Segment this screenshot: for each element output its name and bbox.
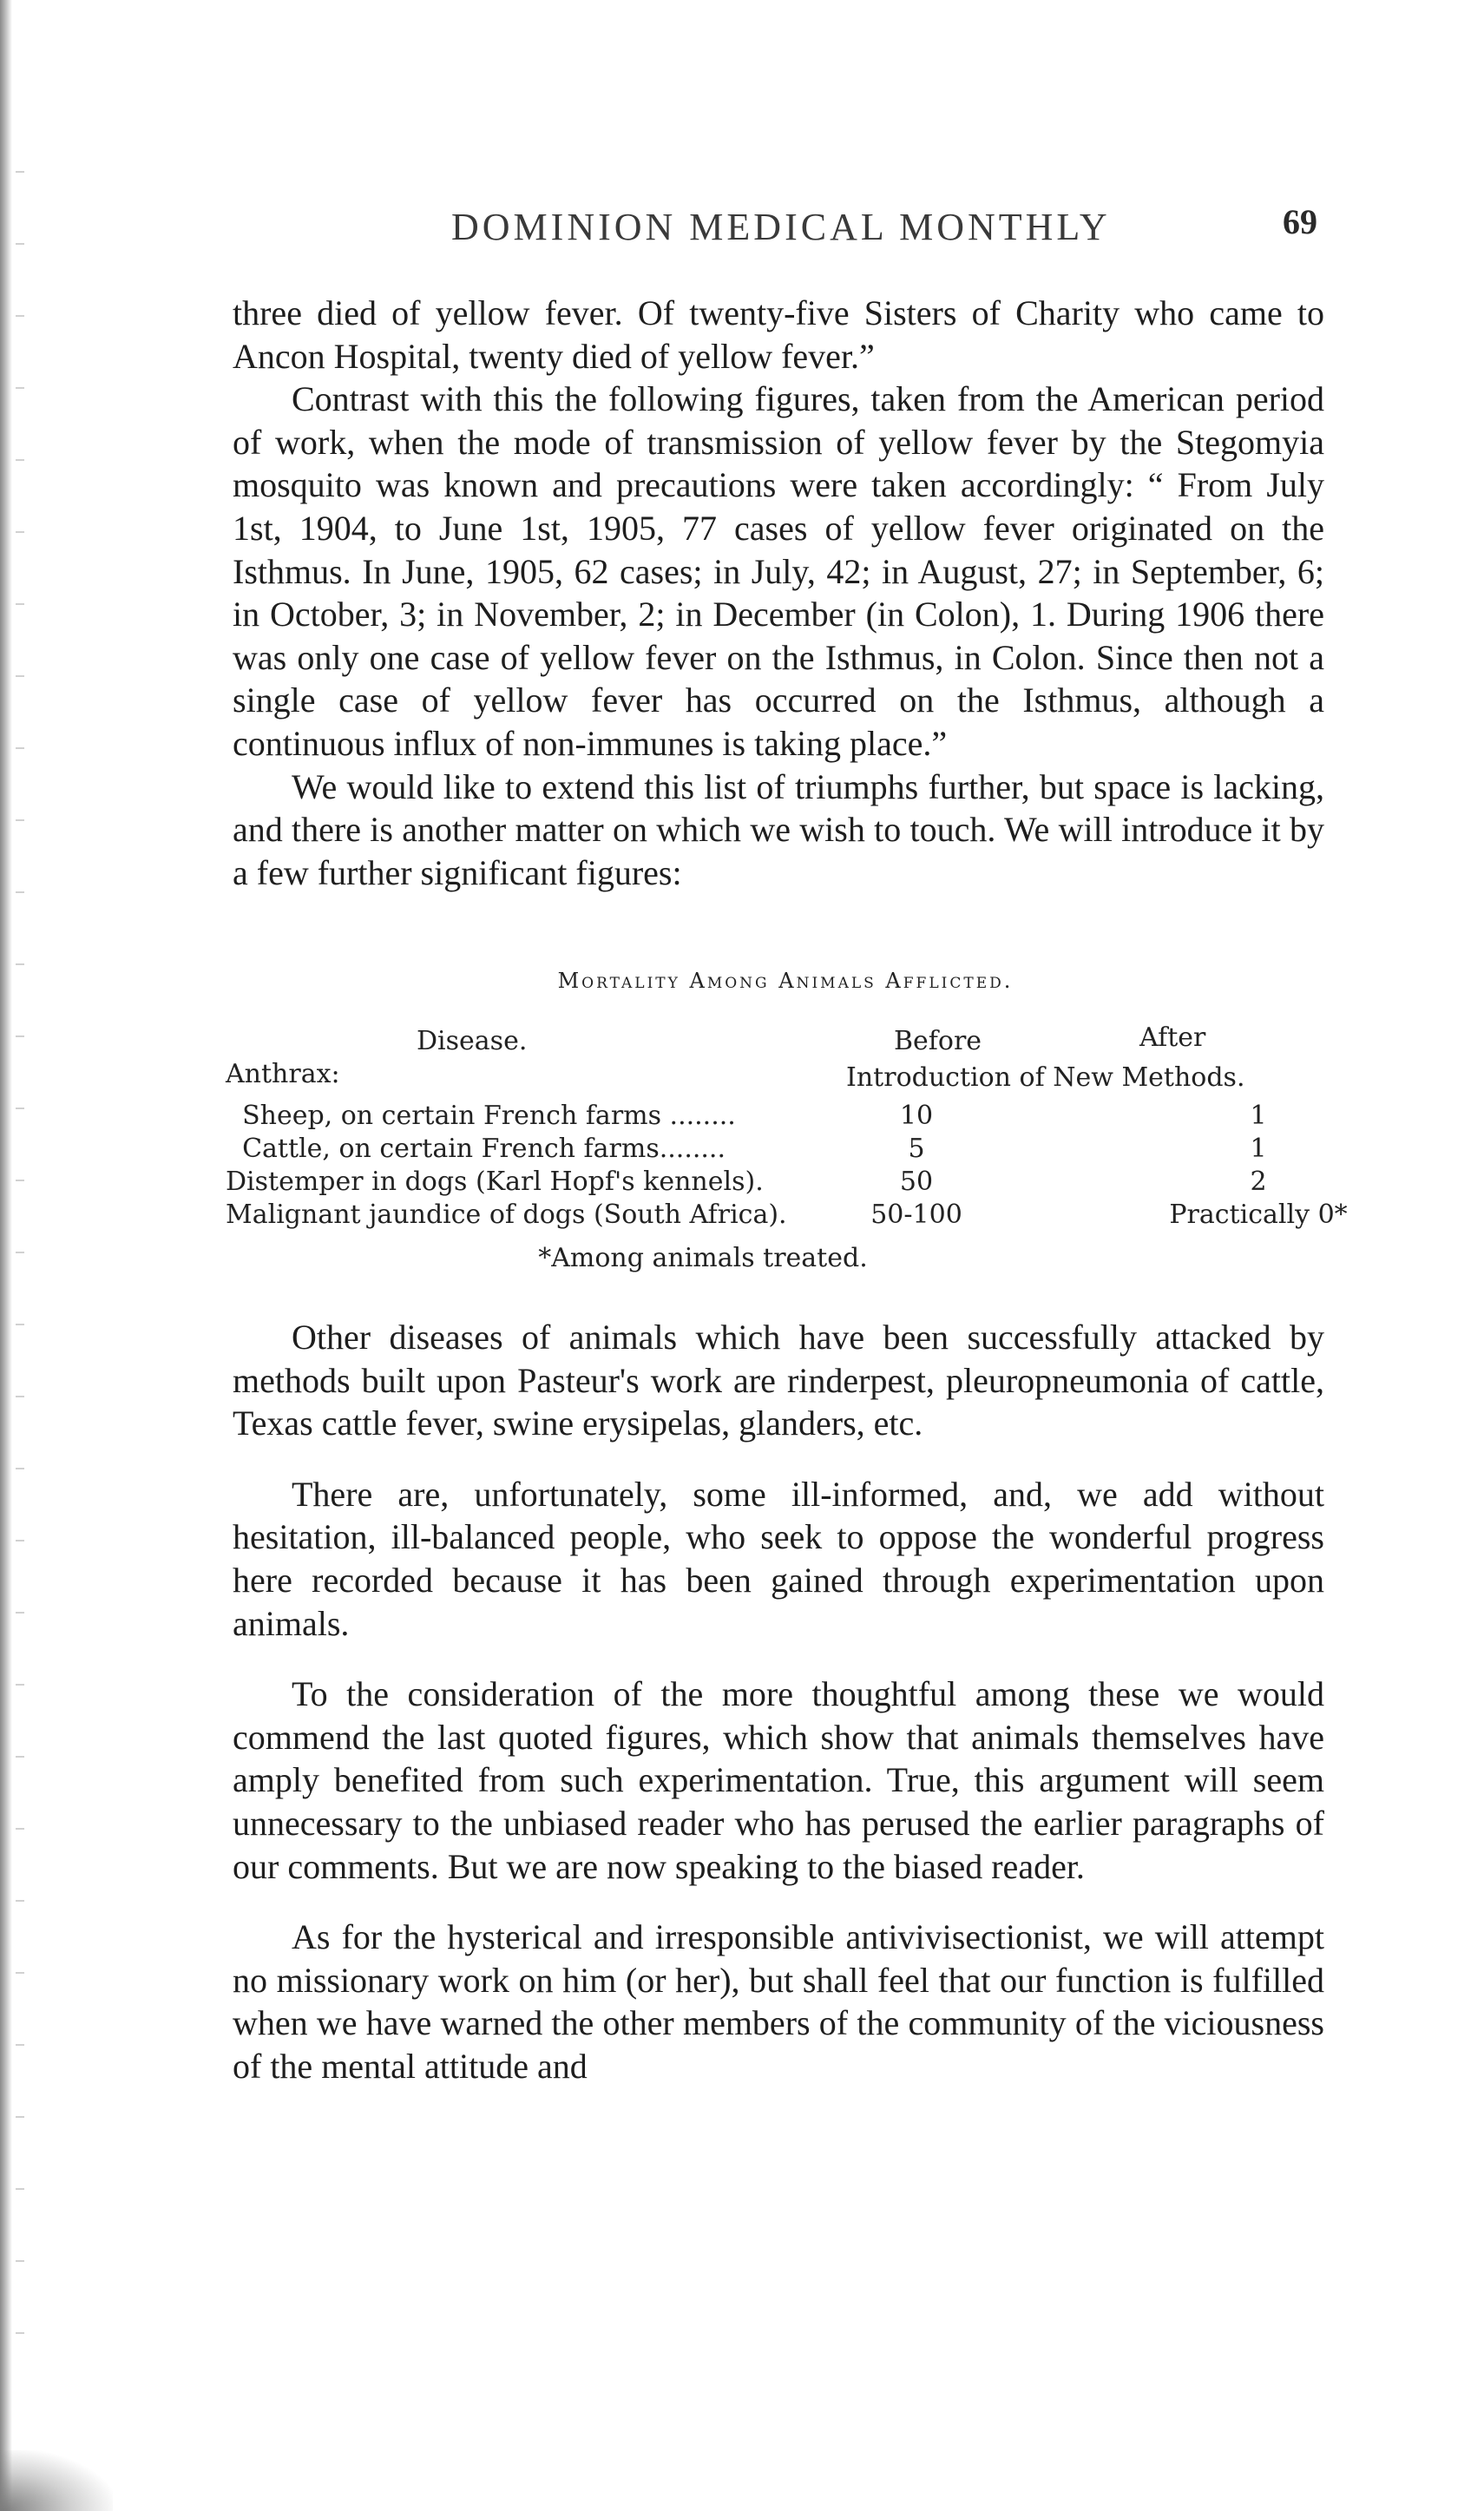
row-label: Malignant jaundice of dogs (South Africa).	[226, 1200, 787, 1230]
body-text-top	[233, 292, 1324, 894]
row-label: Sheep, on certain French farms ........	[226, 1101, 736, 1131]
paragraph: To the consideration of the more thoughtful among these we would commend the last quoted figures, which show that animals themselves have amply benefited from such experimentation. True, this argument will seem unnecessary to the unbiased reader who has perused the earlier paragraphs of our comments. But we are now speaking to the biased reader.	[233, 1674, 1324, 1886]
paragraph: As for the hysterical and irresponsible antivivisectionist, we will attempt no missionary work on him (or her), but shall feel that our function is fulfilled when we have warned the other members of the community of the viciousness of the mental attitude and	[233, 1917, 1324, 2086]
paragraph: We would like to extend this list of triumphs further, but space is lacking, and there is another matter on which we wish to touch. We will introduce it by a few further significant figures:	[233, 766, 1324, 892]
row-before-value: 5	[908, 1134, 925, 1164]
paragraph: Other diseases of animals which have been successfully attacked by methods built upon Pasteur's work are rinderpest, pleuropneumonia of cattle, Texas cattle fever, swine erysipelas, glanders, etc.	[233, 1318, 1324, 1443]
group-label-anthrax: Anthrax:	[226, 1059, 340, 1089]
table-title: Mortality Among Animals Afflicted.	[557, 969, 1014, 993]
row-before-value: 10	[899, 1101, 934, 1131]
column-header-before: Before	[894, 1026, 982, 1056]
binding-edge-marks	[16, 139, 24, 2396]
table-row	[226, 1134, 1354, 1167]
paragraph: There are, unfortunately, some ill-informed, and, we add without hesitation, ill-balanced people, who seek to oppose the wonderful progress here recorded because it has been gained through experimentation upon animals.	[233, 1474, 1324, 1643]
column-subheader: Introduction of New Methods.	[846, 1062, 1245, 1093]
table-row	[226, 1101, 1354, 1134]
binding-edge-shadow	[0, 0, 12, 2511]
row-label: Distemper in dogs (Karl Hopf's kennels).	[226, 1167, 764, 1197]
table-row	[226, 1200, 1354, 1232]
table-row	[226, 1167, 1354, 1200]
row-after-value: 2	[1250, 1167, 1267, 1197]
row-before-value: 50-100	[870, 1200, 962, 1230]
row-before-value: 50	[899, 1167, 934, 1197]
column-header-after: After	[1139, 1022, 1206, 1053]
row-after-value: 1	[1250, 1134, 1267, 1164]
row-label: Cattle, on certain French farms........	[226, 1134, 726, 1164]
paragraph: Contrast with this the following figures, taken from the American period of work, when the mode of transmission of yellow fever by the Stegomyia mosquito was known and precautions were taken accordingly: “ From July 1st, 1904, to June 1st, 1905, 77 cases of yellow fever originated on the Isthmus. In June, 1905, 62 cases; in July, 42; in August, 27; in September, 6; in October, 3; in November, 2; in December (in Colon), 1. During 1906 there was only one case of yellow fever on the Isthmus, in Colon. Since then not a single case of yellow fever has occurred on the Isthmus, although a continuous influx of non-immunes is taking place.”	[233, 379, 1324, 763]
running-title: DOMINION MEDICAL MONTHLY	[451, 206, 1111, 248]
running-head	[0, 202, 1484, 257]
body-text-bottom	[233, 1316, 1324, 2116]
page-number: 69	[1283, 202, 1317, 241]
row-after-value: Practically 0*	[1169, 1200, 1348, 1230]
page-corner-shadow	[0, 2450, 113, 2511]
row-after-value: 1	[1250, 1101, 1267, 1131]
table-footnote: *Among animals treated.	[538, 1243, 868, 1273]
paragraph: three died of yellow fever. Of twenty-five Sisters of Charity who came to Ancon Hospital, twenty died of yellow fever.”	[233, 293, 1324, 376]
column-header-disease: Disease.	[417, 1026, 528, 1056]
